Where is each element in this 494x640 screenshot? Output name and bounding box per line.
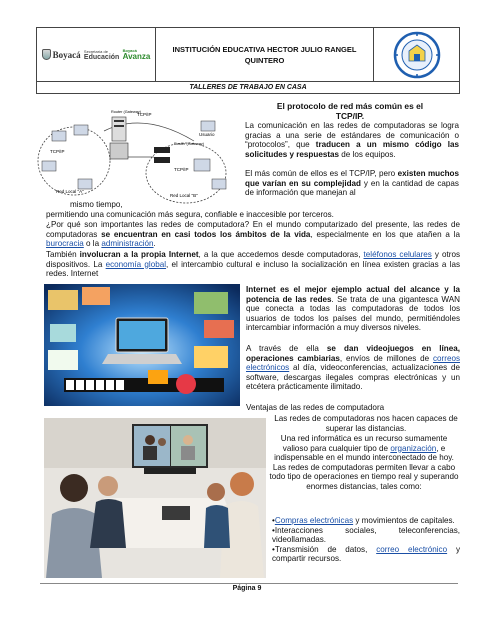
footer-divider bbox=[40, 583, 458, 584]
boyaca-logo bbox=[42, 49, 81, 60]
text-span: , a la que accedemos desde computadoras, bbox=[198, 250, 364, 259]
page-number: Página 9 bbox=[232, 585, 262, 592]
text-span: ¿Por qué son importantes las redes de computadora? En el mundo computarizado del presente, las redes de computadoras bbox=[46, 220, 460, 239]
text-bold: se encuentran en casi todos los ámbitos de la vida bbox=[101, 229, 311, 239]
school-seal-icon bbox=[393, 31, 441, 79]
avanza-logo-main: Avanza bbox=[122, 52, 151, 61]
section1-title-line2: TCP/IP. bbox=[335, 111, 365, 121]
section3-paragraph1 bbox=[246, 285, 460, 333]
text-span: A través de ella bbox=[246, 344, 327, 353]
text-span: mismo tiempo, bbox=[70, 200, 123, 209]
text-span: , envíos de millones de bbox=[339, 353, 433, 363]
diagram-label: Router (Gateway) bbox=[174, 142, 204, 146]
text-span: y compartir recursos. bbox=[272, 544, 460, 564]
text-span: Transmisión de datos, bbox=[274, 544, 377, 554]
text-bold: traducen a un mismo código las solicitudes y respuestas bbox=[245, 140, 459, 159]
section1-paragraph2 bbox=[245, 169, 459, 198]
secretaria-logo bbox=[84, 49, 119, 61]
link-organizacion[interactable]: organización bbox=[390, 443, 437, 453]
section1-paragraph1 bbox=[245, 121, 459, 159]
diagram-label: Usuario bbox=[199, 132, 215, 137]
text-bold: se dan videojuegos en línea, operaciones cambiarias bbox=[246, 344, 460, 363]
text-bold: existen muchos que varían en su complejidad bbox=[245, 169, 459, 188]
meeting-photo bbox=[44, 418, 266, 578]
text-span: y otros dispositivos. La bbox=[46, 250, 460, 269]
institution-line-2: QUINTERO bbox=[244, 55, 285, 65]
avanza-logo-top: Boyacá bbox=[122, 48, 137, 53]
section4-paragraph bbox=[268, 434, 460, 492]
text-span: , e indispensable en el mundo interconectado de hoy. Las redes de computadoras permiten llevar a cabo todo tipo de operaciones en tiempo real y superando enormes distancias, tales como: bbox=[269, 443, 459, 491]
institution-line-1: INSTITUCIÓN EDUCATIVA HECTOR JULIO RANGEL bbox=[172, 44, 357, 54]
boyaca-logo-text: Boyacá bbox=[52, 49, 81, 60]
header-logos bbox=[37, 28, 156, 81]
header-table bbox=[36, 27, 460, 82]
section1-title bbox=[240, 101, 460, 121]
avanza-logo bbox=[123, 48, 151, 61]
diagram-label: TCP/IP bbox=[137, 112, 152, 117]
bullet-item: •Interacciones sociales, teleconferencias, videollamadas. bbox=[272, 525, 460, 545]
text-span: permitiendo una comunicación más segura, confiable e inaccesible por terceros. bbox=[46, 210, 334, 219]
text-span: de los equipos. bbox=[339, 149, 396, 159]
page-subtitle: TALLERES DE TRABAJO EN CASA bbox=[36, 82, 460, 94]
media-collage-image bbox=[44, 284, 240, 406]
section2-internet bbox=[46, 250, 460, 279]
secretaria-logo-top: Secretaría de bbox=[83, 48, 108, 54]
text-bold: Internet es el mejor ejemplo actual del alcance y la potencia de las redes bbox=[246, 285, 460, 304]
diagram-label: Red Local "A" bbox=[56, 189, 84, 194]
text-span: , el intercambio cultural e incluso la socialización en línea existen gracias a las redes. Internet bbox=[46, 259, 460, 279]
section1-paragraph2-end bbox=[46, 210, 460, 220]
text-span: Una red informática es un recurso sumamente valioso para cualquier tipo de bbox=[280, 434, 448, 453]
institution-title bbox=[156, 28, 374, 81]
link-correo[interactable]: correo electrónico bbox=[376, 544, 448, 554]
text-span: . Se trata de una gigantesca WAN que conecta a todas las computadoras de todos los usuarios de todos los países del mundo, permitiéndoles intercambiar información a muy diversos niveles. bbox=[246, 294, 461, 333]
section1-paragraph2-cont bbox=[70, 200, 270, 210]
diagram-label: TCP/IP bbox=[50, 149, 65, 154]
link-burocracia[interactable]: burocracia bbox=[46, 239, 84, 249]
bullet-list bbox=[272, 516, 460, 564]
text-span: Las redes de computadoras nos hacen capaces de superar las distancias. bbox=[274, 414, 458, 433]
bullet-item: •Transmisión de datos, correo electrónico y compartir recursos. bbox=[272, 544, 460, 564]
text-span: y en la cantidad de capas de información que manejan al bbox=[245, 178, 459, 198]
text-span: , especialmente en los que atañen a la bbox=[310, 229, 460, 239]
text-bold: involucran a la propia Internet bbox=[79, 250, 199, 259]
text-span: También bbox=[46, 250, 80, 259]
network-diagram bbox=[34, 101, 234, 209]
link-compras[interactable]: Compras electrónicas bbox=[274, 516, 354, 525]
secretaria-logo-main: Educación bbox=[83, 53, 120, 61]
section3-paragraph2 bbox=[246, 344, 460, 392]
link-telefonos[interactable]: teléfonos celulares bbox=[363, 250, 432, 259]
section3-heading bbox=[246, 403, 460, 413]
text-span: Interacciones sociales, teleconferencias, videollamadas. bbox=[272, 525, 460, 545]
boyaca-crest-icon bbox=[42, 49, 51, 60]
section4-intro bbox=[272, 414, 460, 433]
school-seal bbox=[374, 28, 459, 81]
text-span: La comunicación en las redes de computadoras se logra gracias a una serie de estándares de comunicación o “protocolos”, que bbox=[245, 121, 459, 150]
text-span: o la bbox=[83, 239, 102, 249]
link-correos[interactable]: correos electrónicos bbox=[246, 353, 460, 373]
text-span: El más común de ellos es el TCP/IP, pero bbox=[245, 169, 398, 178]
text-span: al día, videoconferencias, actualizaciones de software, descargas ilegales compras electrónicas y un etcétera prácticamente ilimitado. bbox=[246, 363, 460, 392]
text-span: . bbox=[153, 239, 156, 249]
bullet-item: •Compras electrónicas y movimientos de capitales. bbox=[272, 516, 455, 525]
link-economia[interactable]: economía global bbox=[105, 259, 167, 269]
text-span: y movimientos de capitales. bbox=[353, 516, 455, 525]
link-administracion[interactable]: administración bbox=[101, 239, 154, 249]
diagram-label: Router (Gateway) bbox=[111, 110, 141, 114]
section2-question bbox=[46, 220, 460, 249]
text-span: Ventajas de las redes de computadora bbox=[246, 403, 385, 412]
diagram-label: TCP/IP bbox=[174, 167, 189, 172]
section1-title-line1: El protocolo de red más común es el bbox=[276, 101, 424, 111]
diagram-label: Red Local "B" bbox=[170, 193, 198, 198]
